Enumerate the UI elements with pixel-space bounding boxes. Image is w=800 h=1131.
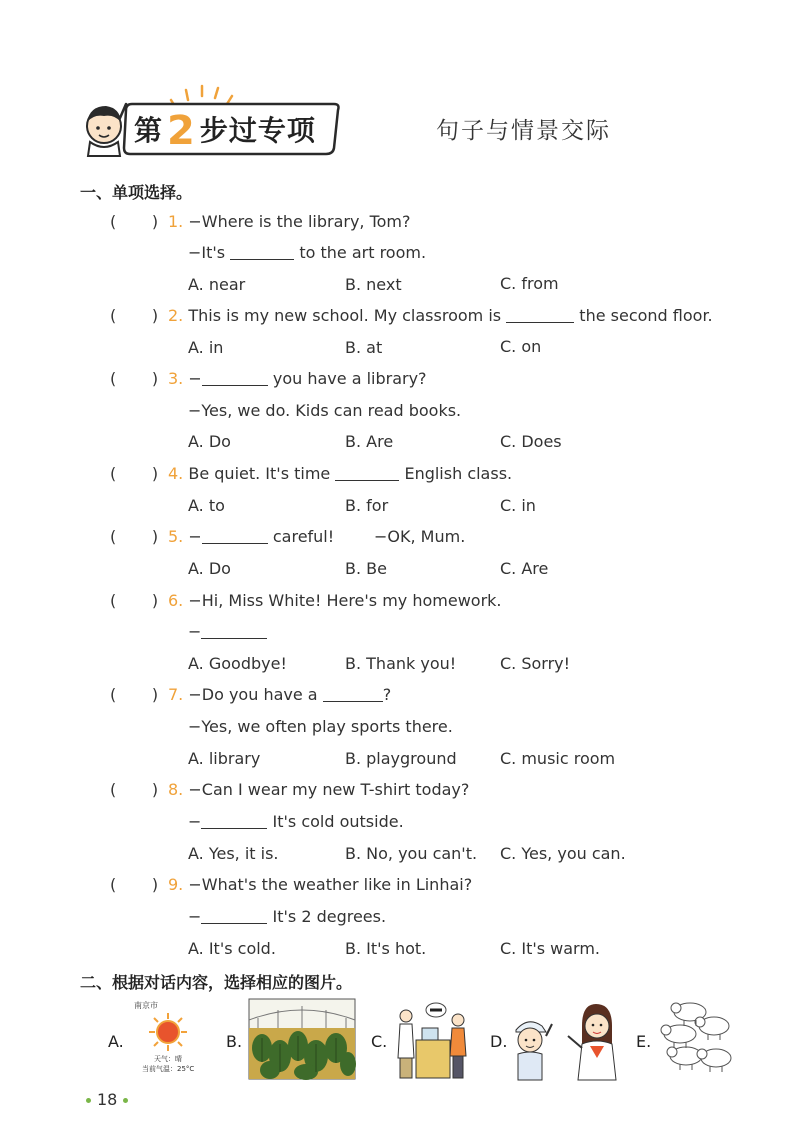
picture-label-e: E. xyxy=(636,1032,652,1051)
answer-blank[interactable] xyxy=(506,322,574,323)
question-line xyxy=(188,812,404,831)
answer-blank[interactable] xyxy=(201,923,267,924)
option-c[interactable]: C. Yes, you can. xyxy=(500,844,626,863)
option-b[interactable]: B. Thank you! xyxy=(345,654,457,673)
option-c[interactable]: C. music room xyxy=(500,749,616,768)
answer-blank[interactable] xyxy=(201,828,267,829)
question-text: careful! xyxy=(272,527,335,546)
dot-icon xyxy=(123,1098,128,1103)
question-text: − xyxy=(188,622,202,641)
option-c[interactable]: C. on xyxy=(500,337,542,356)
question-text: This is my new school. My classroom is xyxy=(188,306,502,325)
question-line xyxy=(168,591,502,610)
question-text: It's 2 degrees. xyxy=(272,907,387,926)
question-number: 5. xyxy=(168,527,184,546)
option-c[interactable]: C. Sorry! xyxy=(500,654,571,673)
weather-city: 南京市 xyxy=(134,1001,158,1010)
option-a[interactable]: A. in xyxy=(188,338,224,357)
banner-post: 步过专项 xyxy=(199,114,316,147)
question-line: −Yes, we often play sports there. xyxy=(188,717,453,736)
option-c[interactable]: C. from xyxy=(500,274,559,293)
option-b[interactable]: B. Are xyxy=(345,432,394,451)
question-line xyxy=(168,464,512,483)
option-c[interactable]: C. Are xyxy=(500,559,549,578)
option-a[interactable]: A. It's cold. xyxy=(188,939,276,958)
picture-label-c: C. xyxy=(371,1032,388,1051)
question-line xyxy=(188,243,426,262)
banner-pre: 第 xyxy=(134,114,164,147)
shop-counter-picture-icon xyxy=(392,998,472,1082)
option-a[interactable]: A. Goodbye! xyxy=(188,654,287,673)
option-b[interactable]: B. playground xyxy=(345,749,457,768)
option-c[interactable]: C. in xyxy=(500,496,536,515)
banner-step-number: 2 xyxy=(167,108,196,154)
question-text: English class. xyxy=(404,464,513,483)
option-a[interactable]: A. Yes, it is. xyxy=(188,844,279,863)
question-line xyxy=(168,685,391,704)
option-b[interactable]: B. at xyxy=(345,338,383,357)
answer-paren[interactable]: ( ) xyxy=(110,591,159,610)
question-text: −Where is the library, Tom? xyxy=(188,212,411,231)
question-line xyxy=(168,527,334,546)
question-text: −It's xyxy=(188,243,226,262)
question-line: −Yes, we do. Kids can read books. xyxy=(188,401,462,420)
question-line xyxy=(168,780,469,799)
question-number: 1. xyxy=(168,212,184,231)
weather-card xyxy=(134,1000,206,1080)
question-text: − xyxy=(188,527,202,546)
question-line xyxy=(188,622,267,641)
question-line xyxy=(188,907,386,926)
question-number: 4. xyxy=(168,464,184,483)
question-text: Be quiet. It's time xyxy=(188,464,331,483)
answer-paren[interactable]: ( ) xyxy=(110,527,159,546)
question-number: 9. xyxy=(168,875,184,894)
option-b[interactable]: B. Be xyxy=(345,559,387,578)
answer-blank[interactable] xyxy=(230,259,294,260)
option-a[interactable]: A. to xyxy=(188,496,225,515)
weather-line-1: 天气：晴 xyxy=(154,1055,182,1063)
answer-blank[interactable] xyxy=(323,701,383,702)
question-number: 2. xyxy=(168,306,184,325)
answer-paren[interactable]: ( ) xyxy=(110,369,159,388)
question-line xyxy=(168,212,411,231)
page-number xyxy=(80,1090,134,1109)
answer-blank[interactable] xyxy=(335,480,399,481)
section2-title: 二、根据对话内容，选择相应的图片。 xyxy=(80,973,353,992)
question-line: −OK, Mum. xyxy=(374,527,466,546)
answer-blank[interactable] xyxy=(201,638,267,639)
dot-icon xyxy=(86,1098,91,1103)
page-number-text: 18 xyxy=(97,1090,118,1109)
option-c[interactable]: C. It's warm. xyxy=(500,939,601,958)
answer-paren[interactable]: ( ) xyxy=(110,306,159,325)
question-text: the second floor. xyxy=(579,306,713,325)
sun-icon xyxy=(148,1012,188,1052)
question-line xyxy=(168,369,427,388)
boy-mascot-icon xyxy=(87,104,126,156)
option-b[interactable]: B. next xyxy=(345,275,402,294)
subject-title: 句子与情景交际 xyxy=(436,118,611,144)
question-text: −Hi, Miss White! Here's my homework. xyxy=(188,591,502,610)
option-c[interactable]: C. Does xyxy=(500,432,562,451)
picture-label-a: A. xyxy=(108,1032,124,1051)
greenhouse-picture-icon xyxy=(248,998,356,1080)
question-number: 6. xyxy=(168,591,184,610)
answer-blank[interactable] xyxy=(202,385,268,386)
picture-label-d: D. xyxy=(490,1032,508,1051)
option-a[interactable]: A. Do xyxy=(188,559,231,578)
question-text: −Can I wear my new T-shirt today? xyxy=(188,780,470,799)
banner-title xyxy=(134,108,316,154)
option-b[interactable]: B. It's hot. xyxy=(345,939,427,958)
boy-and-teacher-picture-icon xyxy=(512,996,618,1082)
option-a[interactable]: A. Do xyxy=(188,432,231,451)
question-text: to the art room. xyxy=(299,243,427,262)
answer-paren[interactable]: ( ) xyxy=(110,780,159,799)
question-text: − xyxy=(188,907,202,926)
sheep-picture-icon xyxy=(656,996,734,1078)
option-a[interactable]: A. library xyxy=(188,749,261,768)
picture-label-b: B. xyxy=(226,1032,243,1051)
question-number: 7. xyxy=(168,685,184,704)
weather-line-2: 当前气温：25°C xyxy=(142,1065,195,1073)
question-line xyxy=(168,306,713,325)
question-text: you have a library? xyxy=(272,369,427,388)
question-text: − xyxy=(188,812,202,831)
question-text: −Do you have a xyxy=(188,685,318,704)
question-text: ? xyxy=(382,685,392,704)
answer-paren[interactable]: ( ) xyxy=(110,212,159,231)
question-number: 3. xyxy=(168,369,184,388)
option-b[interactable]: B. for xyxy=(345,496,389,515)
option-b[interactable]: B. No, you can't. xyxy=(345,844,478,863)
answer-paren[interactable]: ( ) xyxy=(110,875,159,894)
question-text: −What's the weather like in Linhai? xyxy=(188,875,473,894)
question-text: − xyxy=(188,369,202,388)
answer-blank[interactable] xyxy=(202,543,268,544)
question-number: 8. xyxy=(168,780,184,799)
question-line xyxy=(168,875,472,894)
option-a[interactable]: A. near xyxy=(188,275,246,294)
answer-paren[interactable]: ( ) xyxy=(110,464,159,483)
answer-paren[interactable]: ( ) xyxy=(110,685,159,704)
question-text: It's cold outside. xyxy=(272,812,404,831)
section1-title: 一、单项选择。 xyxy=(80,183,193,202)
